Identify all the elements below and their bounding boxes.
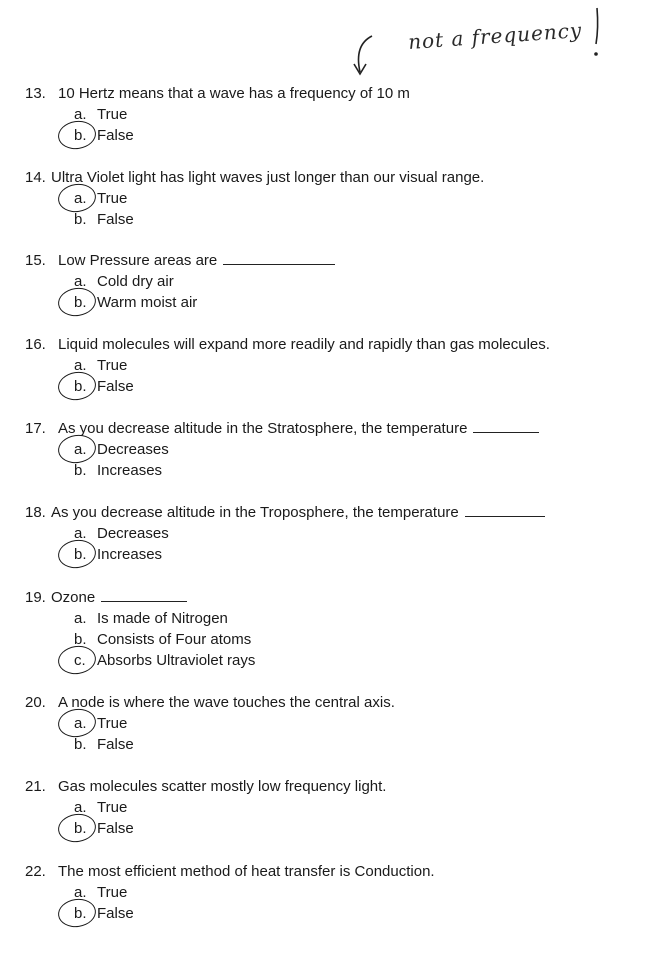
option-text: Is made of Nitrogen — [97, 610, 228, 627]
curved-arrow-icon — [350, 32, 378, 82]
option-b[interactable] — [0, 903, 650, 924]
exclamation-icon — [588, 4, 608, 64]
question-number: 16. — [25, 336, 46, 353]
option-text: True — [97, 715, 128, 732]
question-18 — [0, 502, 650, 565]
option-b[interactable] — [0, 460, 650, 481]
question-number: 15. — [25, 252, 46, 269]
option-letter: b. — [74, 378, 87, 395]
option-letter: b. — [74, 462, 87, 479]
option-text: False — [97, 905, 134, 922]
question-16 — [0, 334, 650, 397]
question-text: A node is where the wave touches the central axis. — [58, 694, 395, 711]
option-c[interactable] — [0, 650, 650, 671]
question-22 — [0, 861, 650, 924]
question-text: As you decrease altitude in the Troposphere, the temperature — [51, 504, 459, 521]
option-letter: b. — [74, 820, 87, 837]
handwritten-note: not a frequency — [407, 17, 583, 55]
option-letter: b. — [74, 631, 87, 648]
question-15 — [0, 250, 650, 313]
option-b[interactable] — [0, 734, 650, 755]
answer-blank[interactable] — [465, 502, 545, 517]
option-text: True — [97, 357, 128, 374]
option-a[interactable] — [0, 355, 650, 376]
option-letter: a. — [74, 273, 87, 290]
option-a[interactable] — [0, 882, 650, 903]
option-text: True — [97, 799, 128, 816]
option-b[interactable] — [0, 818, 650, 839]
question-number: 17. — [25, 420, 46, 437]
question-20 — [0, 692, 650, 755]
option-letter: c. — [74, 652, 86, 669]
option-text: False — [97, 127, 134, 144]
option-letter: a. — [74, 106, 87, 123]
option-text: Consists of Four atoms — [97, 631, 252, 648]
question-text: Low Pressure areas are — [58, 252, 218, 269]
question-number: 22. — [25, 863, 46, 880]
option-text: True — [97, 884, 128, 901]
option-a[interactable] — [0, 188, 650, 209]
option-text: False — [97, 378, 134, 395]
question-21 — [0, 776, 650, 839]
question-17 — [0, 418, 650, 481]
question-13 — [0, 83, 650, 146]
option-b[interactable] — [0, 292, 650, 313]
option-letter: a. — [74, 190, 87, 207]
question-19 — [0, 587, 650, 671]
option-letter: a. — [74, 884, 87, 901]
option-a[interactable] — [0, 271, 650, 292]
question-text: As you decrease altitude in the Stratosphere, the temperature — [58, 420, 468, 437]
option-letter: a. — [74, 715, 87, 732]
answer-blank[interactable] — [473, 418, 539, 433]
option-letter: a. — [74, 357, 87, 374]
question-number: 21. — [25, 778, 46, 795]
question-number: 13. — [25, 85, 46, 102]
question-text: The most efficient method of heat transfer is Conduction. — [58, 863, 435, 880]
option-a[interactable] — [0, 608, 650, 629]
option-b[interactable] — [0, 544, 650, 565]
option-letter: b. — [74, 127, 87, 144]
option-letter: a. — [74, 610, 87, 627]
option-text: True — [97, 106, 128, 123]
option-text: Warm moist air — [97, 294, 198, 311]
option-b[interactable] — [0, 629, 650, 650]
option-text: False — [97, 211, 134, 228]
option-text: Decreases — [97, 441, 169, 458]
option-text: True — [97, 190, 128, 207]
question-text: Liquid molecules will expand more readily and rapidly than gas molecules. — [58, 336, 550, 353]
option-letter: a. — [74, 525, 87, 542]
option-a[interactable] — [0, 797, 650, 818]
question-text: 10 Hertz means that a wave has a frequency of 10 m — [58, 85, 410, 102]
option-text: Increases — [97, 546, 163, 563]
option-text: Absorbs Ultraviolet rays — [97, 652, 256, 669]
question-text: Ozone — [51, 589, 96, 606]
option-letter: a. — [74, 799, 87, 816]
question-text: Gas molecules scatter mostly low frequency light. — [58, 778, 387, 795]
option-text: Decreases — [97, 525, 169, 542]
question-number: 20. — [25, 694, 46, 711]
option-a[interactable] — [0, 523, 650, 544]
option-letter: a. — [74, 441, 87, 458]
answer-blank[interactable] — [101, 587, 187, 602]
option-b[interactable] — [0, 376, 650, 397]
option-letter: b. — [74, 546, 87, 563]
option-text: Increases — [97, 462, 163, 479]
option-text: False — [97, 736, 134, 753]
answer-blank[interactable] — [223, 250, 335, 265]
option-letter: b. — [74, 905, 87, 922]
question-number: 18. — [25, 504, 46, 521]
question-text: Ultra Violet light has light waves just longer than our visual range. — [51, 169, 485, 186]
option-a[interactable] — [0, 713, 650, 734]
option-a[interactable] — [0, 104, 650, 125]
question-14 — [0, 167, 650, 230]
option-b[interactable] — [0, 125, 650, 146]
option-a[interactable] — [0, 439, 650, 460]
option-letter: b. — [74, 736, 87, 753]
question-number: 19. — [25, 589, 46, 606]
question-number: 14. — [25, 169, 46, 186]
option-letter: b. — [74, 294, 87, 311]
option-text: Cold dry air — [97, 273, 174, 290]
option-letter: b. — [74, 211, 87, 228]
option-text: False — [97, 820, 134, 837]
option-b[interactable] — [0, 209, 650, 230]
